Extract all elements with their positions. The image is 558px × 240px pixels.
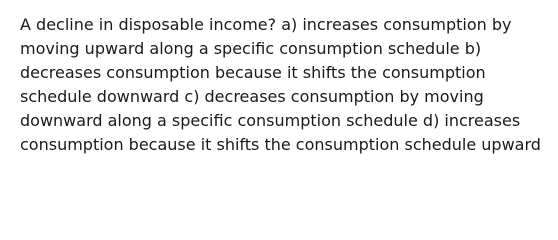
question-line: A decline in disposable income? a) increases consumption by <box>20 15 512 34</box>
question-line: moving upward along a specific consumption schedule b) <box>20 39 482 58</box>
question-line: decreases consumption because it shifts the consumption <box>20 63 486 82</box>
question-line: schedule downward c) decreases consumption by moving <box>20 87 484 106</box>
question-text <box>20 13 548 157</box>
question-line: downward along a specific consumption schedule d) increases <box>20 111 521 130</box>
question-line: consumption because it shifts the consumption schedule upward <box>20 135 541 154</box>
